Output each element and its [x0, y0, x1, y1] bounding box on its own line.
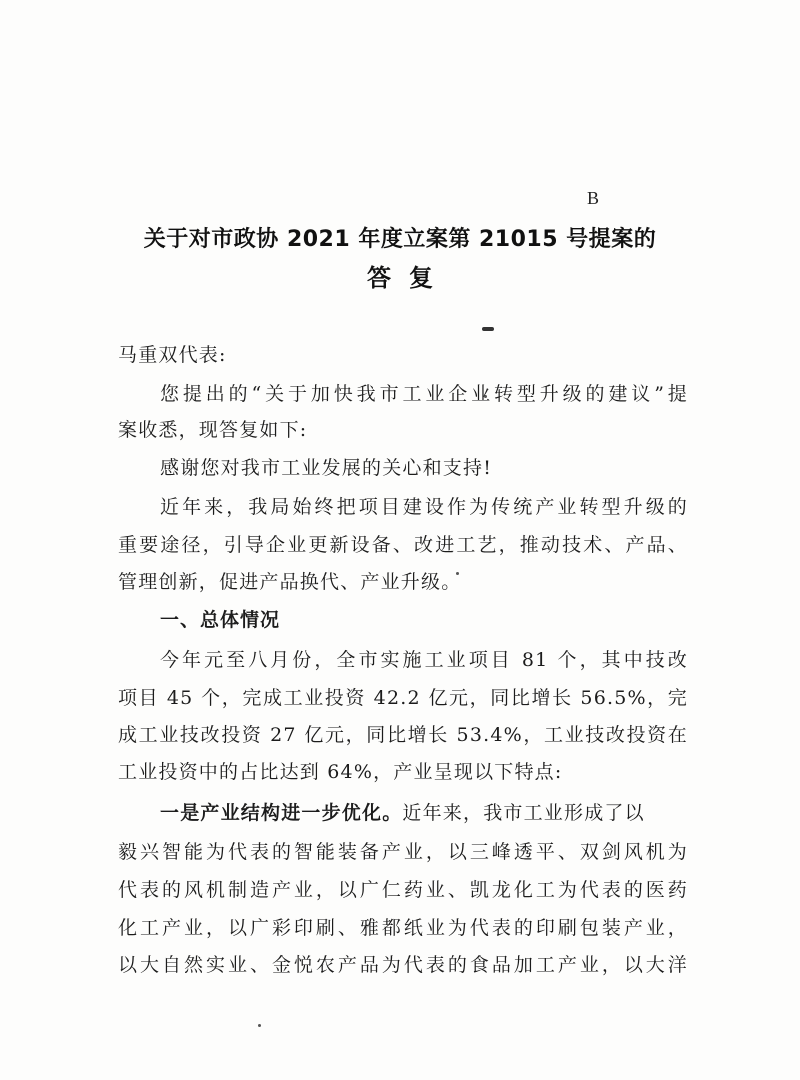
paragraph-line: 化工产业，以广彩印刷、雅都纸业为代表的印刷包装产业， [118, 917, 688, 939]
paragraph-line: 感谢您对我市工业发展的关心和支持! [160, 457, 493, 479]
ink-smudge [482, 327, 494, 331]
corner-mark: B [587, 188, 600, 208]
paragraph-line: 重要途径，引导企业更新设备、改进工艺，推动技术、产品、 [118, 534, 688, 556]
paragraph-line: 案收悉，现答复如下: [118, 419, 308, 441]
paragraph-line: 毅兴智能为代表的智能装备产业，以三峰透平、双剑风机为 [118, 841, 688, 863]
point1-lead: 一是产业结构进一步优化。 [160, 802, 403, 824]
paragraph-line: 代表的风机制造产业，以广仁药业、凯龙化工为代表的医药 [118, 879, 688, 901]
paragraph-line: 工业投资中的占比达到 64%，产业呈现以下特点: [118, 761, 563, 783]
paragraph-line: 今年元至八月份，全市实施工业项目 81 个，其中技改 [160, 649, 688, 671]
paragraph-line-point1 [160, 801, 688, 825]
paragraph-line: 您提出的“关于加快我市工业企业转型升级的建议”提 [160, 383, 688, 405]
paragraph-line: 管理创新，促进产品换代、产业升级。 [118, 571, 462, 593]
paragraph-line: 项目 45 个，完成工业投资 42.2 亿元，同比增长 56.5%，完 [118, 687, 688, 709]
section-heading: 一、总体情况 [160, 609, 281, 631]
paragraph-line: 近年来，我局始终把项目建设作为传统产业转型升级的 [160, 496, 688, 518]
salutation: 马重双代表: [118, 344, 227, 366]
document-title-line2: 答复 [367, 264, 451, 292]
point1-rest: 近年来，我市工业形成了以 [402, 802, 645, 824]
paragraph-line: 以大自然实业、金悦农产品为代表的食品加工产业，以大洋 [118, 954, 688, 976]
paragraph-line: 成工业技改投资 27 亿元，同比增长 53.4%，工业技改投资在 [118, 724, 688, 746]
document-title-line1: 关于对市政协 2021 年度立案第 21015 号提案的 [143, 227, 657, 252]
ink-speck [258, 1024, 261, 1027]
